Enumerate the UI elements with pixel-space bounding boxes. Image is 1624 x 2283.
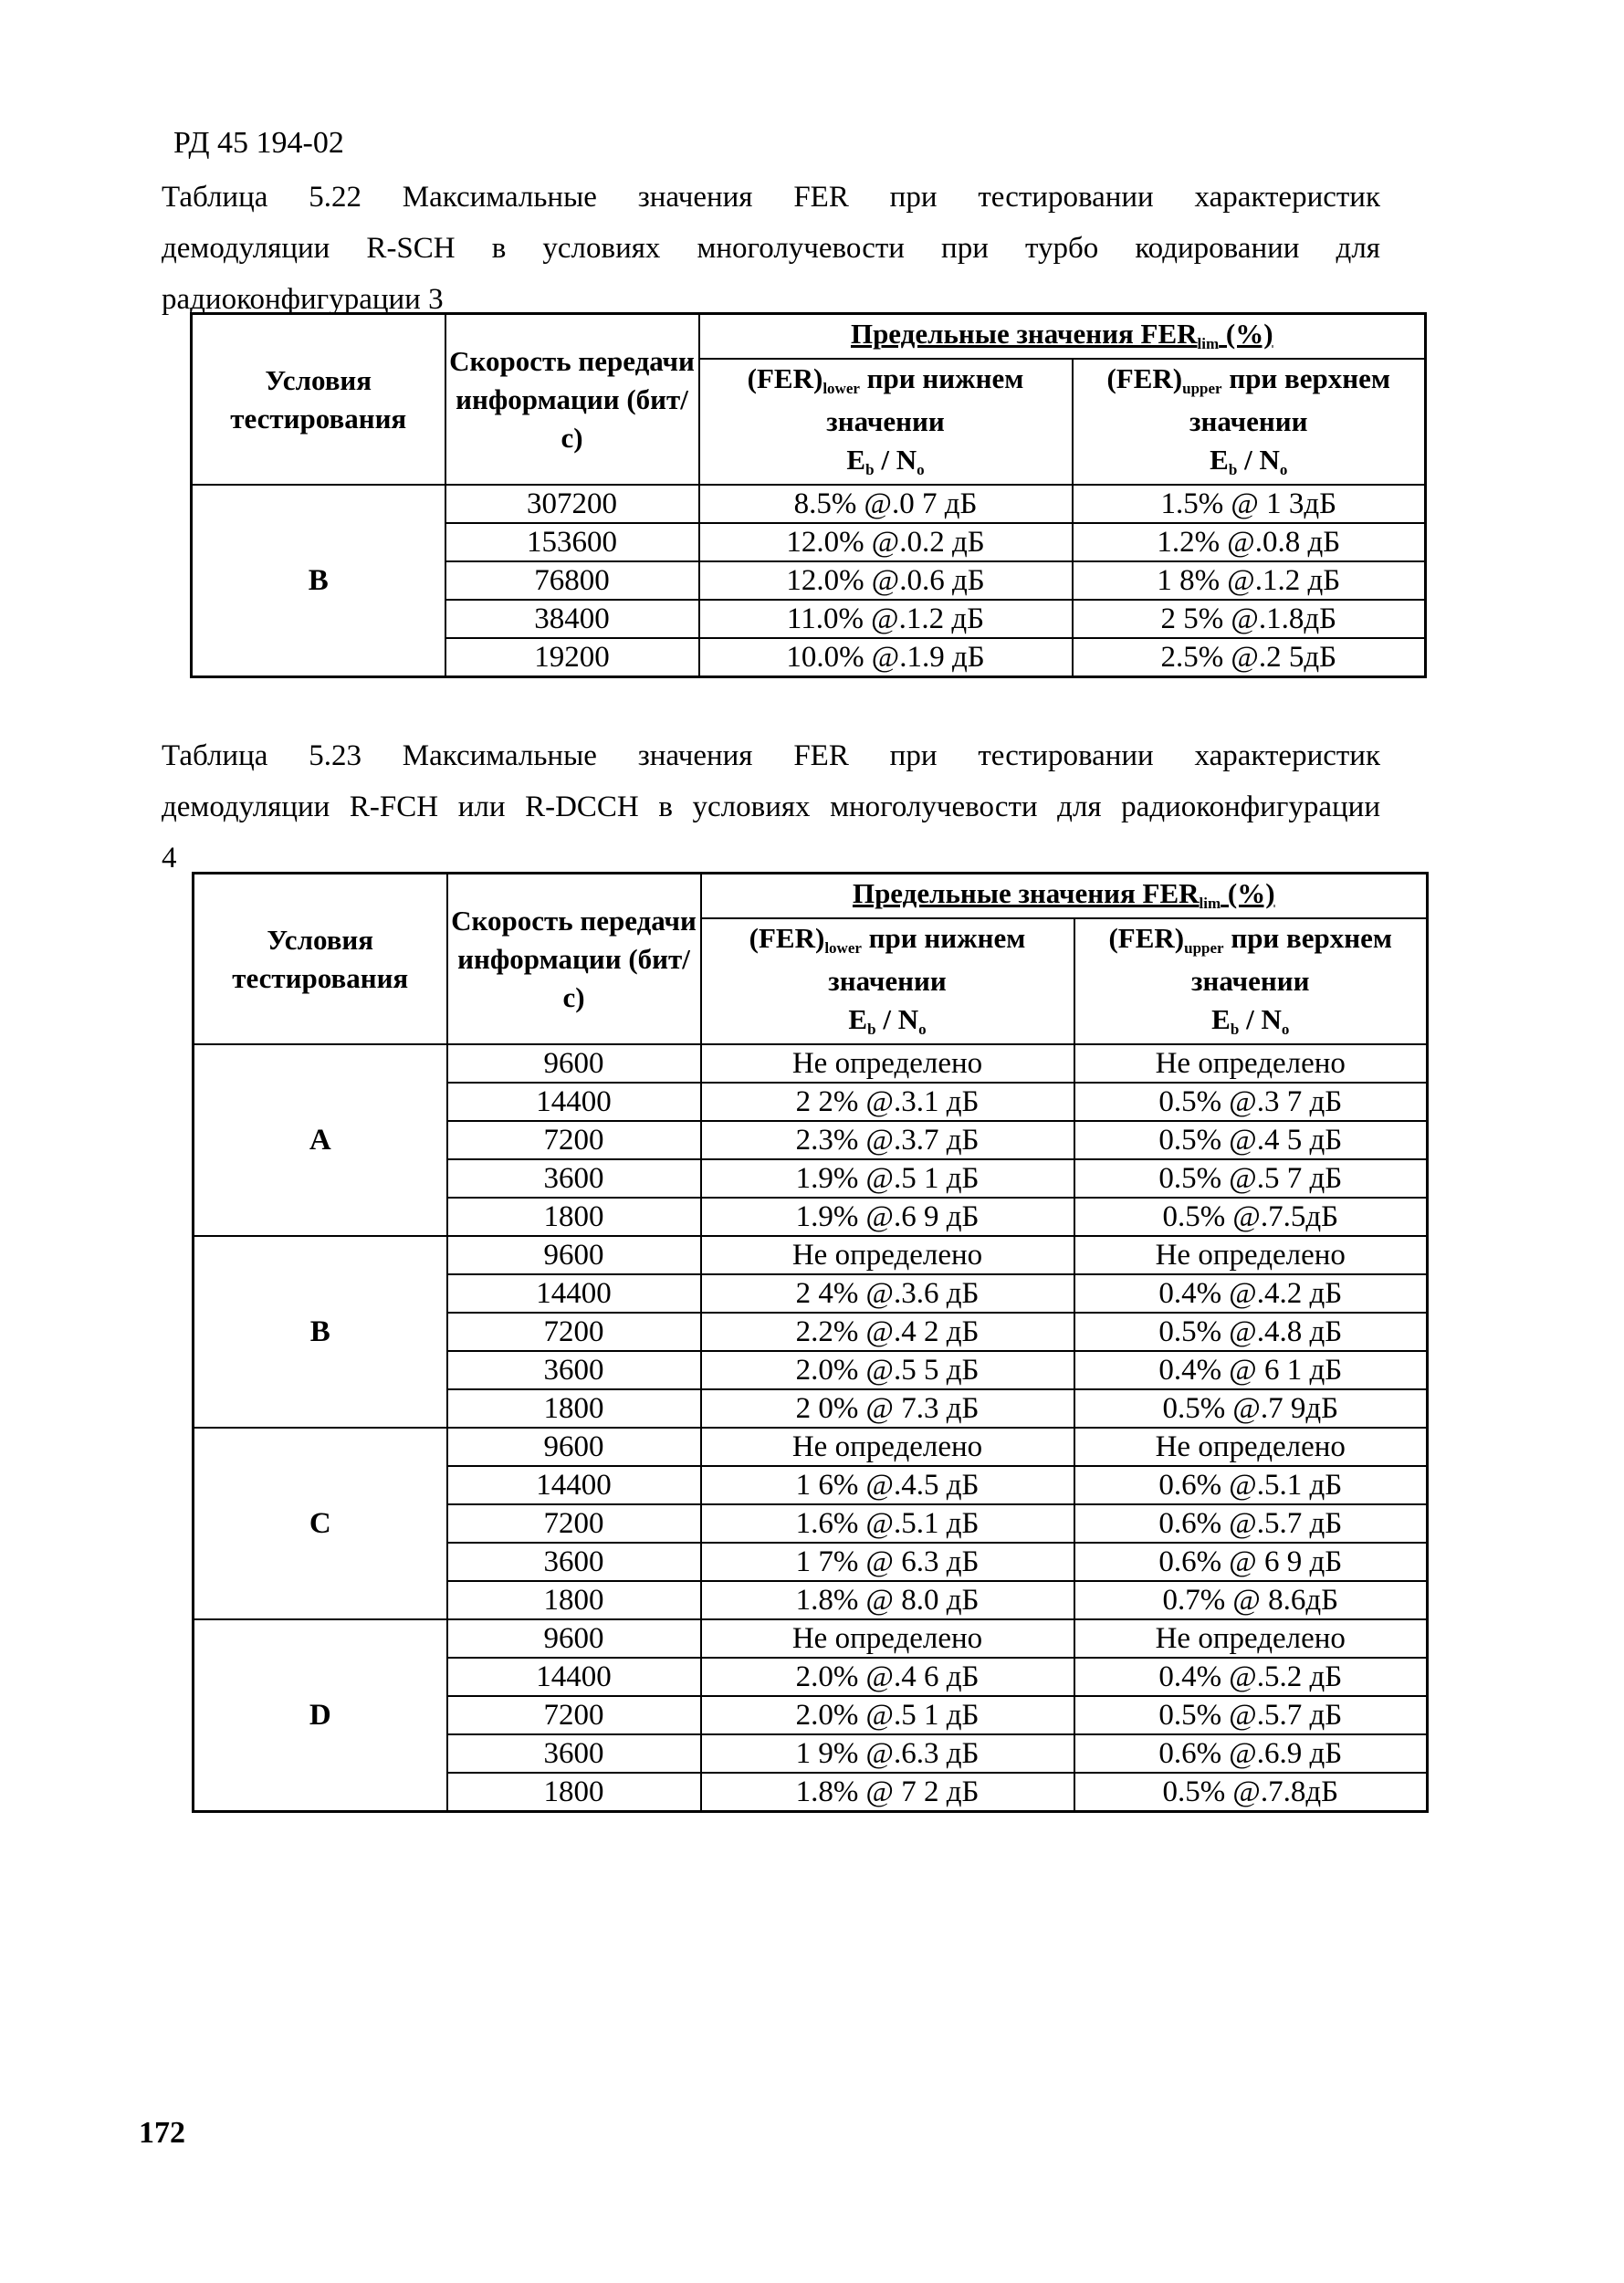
rate-cell: 3600 — [447, 1159, 701, 1198]
lower-fer-cell: 1 9% @.6.3 дБ — [701, 1734, 1074, 1773]
header-conditions: Условия тестирования — [192, 314, 445, 486]
rate-cell: 9600 — [447, 1619, 701, 1658]
upper-fer-cell: 0.5% @.4.8 дБ — [1074, 1313, 1428, 1351]
rate-cell: 153600 — [445, 523, 699, 561]
header-subscript: upper — [1184, 939, 1224, 957]
header-row — [194, 874, 1428, 919]
caption-line: радиоконфигурации 3 — [162, 283, 444, 316]
upper-fer-cell: 0.6% @ 6 9 дБ — [1074, 1543, 1428, 1581]
header-text: (%) — [1219, 318, 1273, 350]
caption-line: демодуляции R-FCH или R-DCCH в условиях многолучевости для радиоконфигурации — [162, 791, 1380, 823]
upper-fer-cell: 1.5% @ 1 3дБ — [1073, 485, 1426, 523]
lower-fer-cell: 12.0% @.0.6 дБ — [699, 561, 1073, 600]
caption-line: Таблица 5.22 Максимальные значения FER при тестировании характеристик — [162, 181, 1380, 214]
ebno-b: b — [1230, 1021, 1240, 1038]
ebno-o: o — [918, 1021, 927, 1038]
rate-cell: 14400 — [447, 1274, 701, 1313]
lower-fer-cell: 1.8% @ 8.0 дБ — [701, 1581, 1074, 1619]
upper-fer-cell: Не определено — [1074, 1428, 1428, 1466]
header-subscript: lower — [824, 939, 862, 957]
upper-fer-cell: 0.4% @ 6 1 дБ — [1074, 1351, 1428, 1389]
lower-fer-cell: 1.6% @.5.1 дБ — [701, 1504, 1074, 1543]
rate-cell: 1800 — [447, 1581, 701, 1619]
header-lower — [699, 359, 1073, 485]
upper-fer-cell: 0.4% @.4.2 дБ — [1074, 1274, 1428, 1313]
lower-fer-cell: 12.0% @.0.2 дБ — [699, 523, 1073, 561]
lower-fer-cell: 1.9% @.6 9 дБ — [701, 1198, 1074, 1236]
condition-cell: A — [194, 1044, 447, 1236]
upper-fer-cell: 0.5% @.7.5дБ — [1074, 1198, 1428, 1236]
header-text: (FER) — [1106, 362, 1183, 394]
table2-caption — [162, 730, 1380, 884]
rate-cell: 7200 — [447, 1313, 701, 1351]
ebno-n: / N — [1237, 444, 1280, 476]
upper-fer-cell: Не определено — [1074, 1044, 1428, 1083]
header-subscript: lim — [1197, 335, 1220, 352]
page-number: 172 — [139, 2116, 185, 2150]
document-code: РД 45 194-02 — [173, 126, 344, 160]
lower-fer-cell: 8.5% @.0 7 дБ — [699, 485, 1073, 523]
lower-fer-cell: 1.8% @ 7 2 дБ — [701, 1773, 1074, 1812]
header-text: при нижнем значении — [826, 362, 1024, 437]
rate-cell: 3600 — [447, 1543, 701, 1581]
upper-fer-cell: Не определено — [1074, 1236, 1428, 1274]
header-subscript: lim — [1199, 895, 1221, 912]
ebno-n: / N — [1239, 1003, 1282, 1035]
lower-fer-cell: Не определено — [701, 1044, 1074, 1083]
header-text: (FER) — [749, 922, 825, 954]
header-text: при верхнем значении — [1191, 922, 1393, 997]
rate-cell: 3600 — [447, 1734, 701, 1773]
rate-cell: 7200 — [447, 1121, 701, 1159]
upper-fer-cell: 0.5% @.7.8дБ — [1074, 1773, 1428, 1812]
header-conditions: Условия тестирования — [194, 874, 447, 1045]
table-row — [194, 1044, 1428, 1083]
lower-fer-cell: 2 0% @ 7.3 дБ — [701, 1389, 1074, 1428]
rate-cell: 14400 — [447, 1658, 701, 1696]
lower-fer-cell: 1 6% @.4.5 дБ — [701, 1466, 1074, 1504]
upper-fer-cell: 0.6% @.5.7 дБ — [1074, 1504, 1428, 1543]
lower-fer-cell: 2.0% @.5 5 дБ — [701, 1351, 1074, 1389]
rate-cell: 9600 — [447, 1236, 701, 1274]
rate-cell: 9600 — [447, 1044, 701, 1083]
condition-cell: B — [192, 485, 445, 677]
table-row — [194, 1236, 1428, 1274]
header-upper — [1073, 359, 1426, 485]
caption-line: 4 — [162, 842, 177, 874]
rate-cell: 9600 — [447, 1428, 701, 1466]
upper-fer-cell: 0.5% @.7 9дБ — [1074, 1389, 1428, 1428]
upper-fer-cell: 0.6% @.5.1 дБ — [1074, 1466, 1428, 1504]
rate-cell: 1800 — [447, 1389, 701, 1428]
ebno-o: o — [1281, 1021, 1290, 1038]
header-limits — [701, 874, 1428, 919]
lower-fer-cell: 2 4% @.3.6 дБ — [701, 1274, 1074, 1313]
upper-fer-cell: 0.5% @.3 7 дБ — [1074, 1083, 1428, 1121]
rate-cell: 14400 — [447, 1466, 701, 1504]
ebno-o: o — [1279, 461, 1288, 478]
header-text: Предельные значения FER — [852, 877, 1200, 909]
table-row — [194, 1428, 1428, 1466]
upper-fer-cell: 1 8% @.1.2 дБ — [1073, 561, 1426, 600]
upper-fer-cell: 0.5% @.5.7 дБ — [1074, 1696, 1428, 1734]
ebno-e: E — [848, 1003, 868, 1035]
ebno-n: / N — [875, 1003, 919, 1035]
lower-fer-cell: 1 7% @ 6.3 дБ — [701, 1543, 1074, 1581]
header-upper — [1074, 918, 1428, 1044]
condition-cell: B — [194, 1236, 447, 1428]
lower-fer-cell: 1.9% @.5 1 дБ — [701, 1159, 1074, 1198]
rate-cell: 14400 — [447, 1083, 701, 1121]
lower-fer-cell: 2.0% @.5 1 дБ — [701, 1696, 1074, 1734]
upper-fer-cell: 2.5% @.2 5дБ — [1073, 638, 1426, 677]
lower-fer-cell: 2.0% @.4 6 дБ — [701, 1658, 1074, 1696]
header-text: Предельные значения FER — [850, 318, 1198, 350]
header-rate: Скорость передачи информации (бит/с) — [445, 314, 699, 486]
rate-cell: 1800 — [447, 1198, 701, 1236]
ebno-b: b — [1228, 461, 1238, 478]
rate-cell: 3600 — [447, 1351, 701, 1389]
table1-caption — [162, 172, 1380, 325]
lower-fer-cell: 2.2% @.4 2 дБ — [701, 1313, 1074, 1351]
upper-fer-cell: Не определено — [1074, 1619, 1428, 1658]
header-text: при верхнем значении — [1189, 362, 1391, 437]
lower-fer-cell: 11.0% @.1.2 дБ — [699, 600, 1073, 638]
upper-fer-cell: 0.7% @ 8.6дБ — [1074, 1581, 1428, 1619]
ebno-e: E — [846, 444, 866, 476]
lower-fer-cell: Не определено — [701, 1619, 1074, 1658]
lower-fer-cell: 10.0% @.1.9 дБ — [699, 638, 1073, 677]
header-limits — [699, 314, 1426, 360]
header-text: (FER) — [747, 362, 823, 394]
header-rate: Скорость передачи информации (бит/с) — [447, 874, 701, 1045]
rate-cell: 7200 — [447, 1696, 701, 1734]
condition-cell: C — [194, 1428, 447, 1619]
header-text: при нижнем значении — [828, 922, 1026, 997]
rate-cell: 1800 — [447, 1773, 701, 1812]
header-subscript: lower — [822, 380, 860, 397]
header-subscript: upper — [1182, 380, 1222, 397]
fer-table-5-23 — [192, 872, 1429, 1813]
lower-fer-cell: 2 2% @.3.1 дБ — [701, 1083, 1074, 1121]
lower-fer-cell: Не определено — [701, 1428, 1074, 1466]
caption-line: демодуляции R-SCH в условиях многолучевости при турбо кодировании для — [162, 232, 1380, 265]
upper-fer-cell: 0.4% @.5.2 дБ — [1074, 1658, 1428, 1696]
header-lower — [701, 918, 1074, 1044]
ebno-e: E — [1211, 1003, 1231, 1035]
rate-cell: 76800 — [445, 561, 699, 600]
rate-cell: 7200 — [447, 1504, 701, 1543]
upper-fer-cell: 0.6% @.6.9 дБ — [1074, 1734, 1428, 1773]
caption-line: Таблица 5.23 Максимальные значения FER при тестировании характеристик — [162, 739, 1380, 772]
ebno-e: E — [1210, 444, 1229, 476]
rate-cell: 19200 — [445, 638, 699, 677]
fer-table-5-22 — [190, 312, 1427, 678]
table-row — [194, 1619, 1428, 1658]
ebno-o: o — [917, 461, 925, 478]
upper-fer-cell: 0.5% @.4 5 дБ — [1074, 1121, 1428, 1159]
ebno-b: b — [867, 1021, 876, 1038]
header-row — [192, 314, 1426, 360]
ebno-b: b — [865, 461, 875, 478]
rate-cell: 38400 — [445, 600, 699, 638]
upper-fer-cell: 2 5% @.1.8дБ — [1073, 600, 1426, 638]
rate-cell: 307200 — [445, 485, 699, 523]
upper-fer-cell: 0.5% @.5 7 дБ — [1074, 1159, 1428, 1198]
lower-fer-cell: Не определено — [701, 1236, 1074, 1274]
header-text: (%) — [1221, 877, 1275, 909]
ebno-n: / N — [874, 444, 917, 476]
table-row — [192, 485, 1426, 523]
lower-fer-cell: 2.3% @.3.7 дБ — [701, 1121, 1074, 1159]
header-text: (FER) — [1108, 922, 1185, 954]
condition-cell: D — [194, 1619, 447, 1812]
upper-fer-cell: 1.2% @.0.8 дБ — [1073, 523, 1426, 561]
